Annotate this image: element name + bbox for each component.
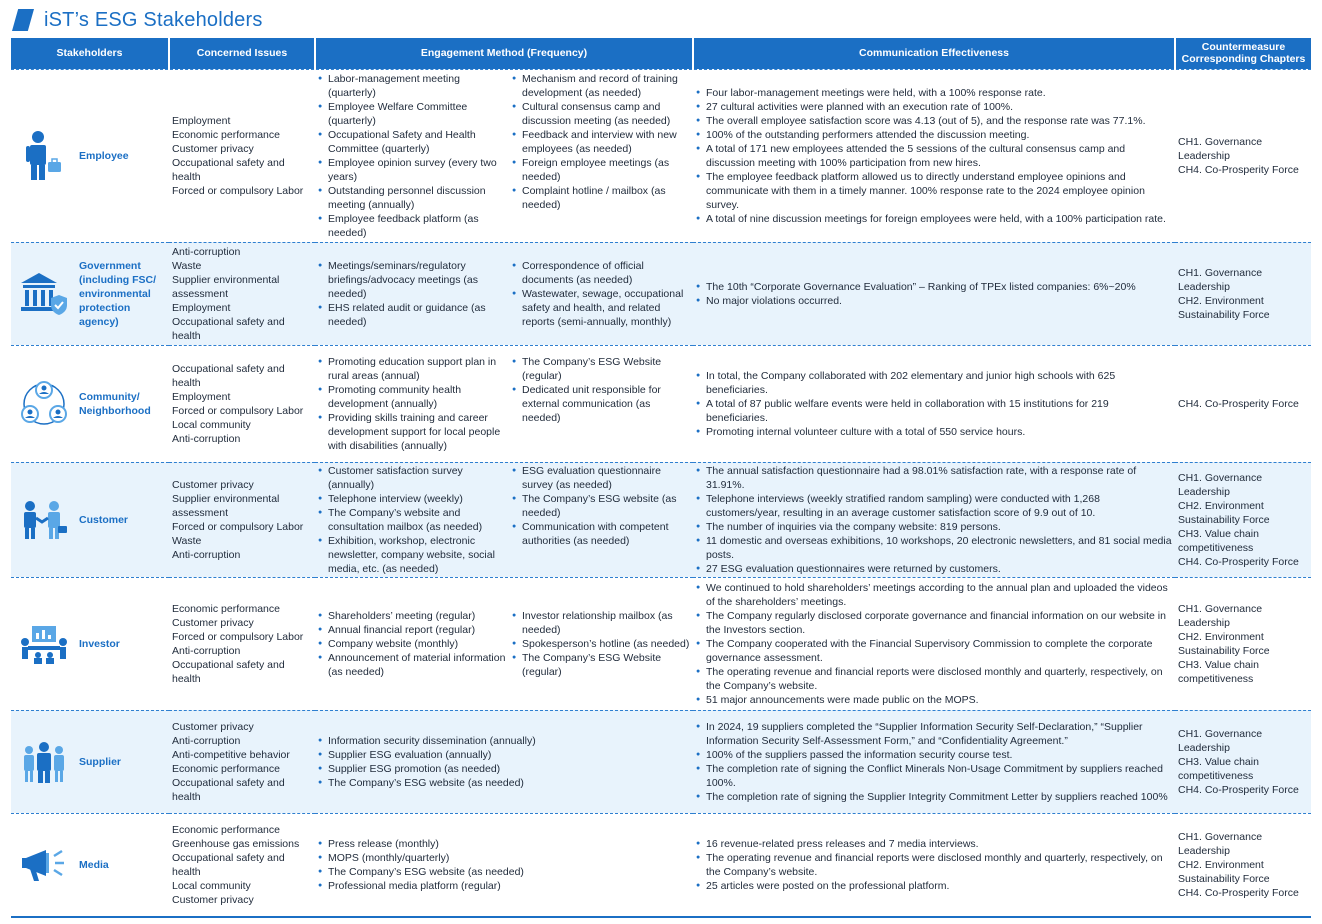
concerned-issues-cell <box>169 813 315 917</box>
chapters-cell <box>1175 242 1311 345</box>
engagement-method-item: ● Investor relationship mailbox (as needed) <box>512 609 690 637</box>
chapter-reference: CH1. Governance Leadership <box>1178 727 1263 754</box>
concerned-issues-cell <box>169 462 315 577</box>
header-engagement-method: Engagement Method (Frequency) <box>315 38 693 69</box>
engagement-method-item: ● Customer satisfaction survey (annually) <box>318 464 506 492</box>
engagement-method-item: ● Cultural consensus camp and discussion meeting (as needed) <box>512 100 690 128</box>
engagement-method-item: ● Outstanding personnel discussion meeting (annually) <box>318 184 506 212</box>
table-row <box>11 69 1311 242</box>
concerned-issue: Supplier environmental assessment <box>172 492 280 519</box>
effectiveness-item: ● The overall employee satisfaction score was 4.13 (out of 5), and the response rate was 77.1%. <box>696 114 1172 128</box>
chapter-reference: CH2. Environment Sustainability Force <box>1178 499 1270 526</box>
effectiveness-item: ● The completion rate of signing the Conflict Minerals Non-Usage Commitment by suppliers reached 100%. <box>696 762 1172 790</box>
engagement-method-item: ● MOPS (monthly/quarterly) <box>318 851 690 865</box>
chapter-reference: CH3. Value chain competitiveness <box>1178 527 1259 554</box>
chapter-reference: CH1. Governance Leadership <box>1178 830 1263 857</box>
table-row <box>11 345 1311 462</box>
chapters-cell <box>1175 462 1311 577</box>
customer-icon <box>15 493 73 547</box>
engagement-method-item: ● Meetings/seminars/regulatory briefings/advocacy meetings (as needed) <box>318 259 506 301</box>
effectiveness-item: ● 51 major announcements were made public on the MOPS. <box>696 693 1172 707</box>
engagement-method-item: ● The Company’s ESG website (as needed) <box>318 865 690 879</box>
concerned-issue: Greenhouse gas emissions <box>172 837 300 850</box>
effectiveness-item: ● 27 cultural activities were planned with an execution rate of 100%. <box>696 100 1172 114</box>
concerned-issue: Customer privacy <box>172 616 254 629</box>
concerned-issue: Customer privacy <box>172 478 254 491</box>
employee-icon <box>15 129 73 183</box>
engagement-method-item: ● Mechanism and record of training development (as needed) <box>512 72 690 100</box>
engagement-method-item: ● Telephone interview (weekly) <box>318 492 506 506</box>
chapter-reference: CH3. Value chain competitiveness <box>1178 658 1259 685</box>
stakeholder-cell <box>11 69 169 242</box>
chapters-cell <box>1175 69 1311 242</box>
concerned-issue: Anti-corruption <box>172 432 241 445</box>
communication-effectiveness-cell <box>693 577 1175 710</box>
stakeholder-cell <box>11 462 169 577</box>
stakeholder-name: Government (including FSC/ environmental protection agency) <box>79 259 156 328</box>
table-row <box>11 710 1311 813</box>
effectiveness-item: ● A total of nine discussion meetings for foreign employees were held, with a 100% participation rate. <box>696 212 1172 226</box>
community-icon <box>15 377 73 431</box>
concerned-issue: Supplier environmental assessment <box>172 273 280 300</box>
concerned-issue: Anti-corruption <box>172 548 241 561</box>
engagement-method-item: ● Dedicated unit responsible for external communication (as needed) <box>512 383 690 425</box>
stakeholder-name: Supplier <box>79 755 122 768</box>
effectiveness-item: ● In total, the Company collaborated with 202 elementary and junior high schools with 625 beneficiaries. <box>696 369 1172 397</box>
stakeholder-name: Community/ Neighborhood <box>79 390 151 417</box>
engagement-method-item: ● EHS related audit or guidance (as needed) <box>318 301 506 329</box>
concerned-issue: Employment <box>172 390 231 403</box>
chapters-cell <box>1175 577 1311 710</box>
effectiveness-item: ● No major violations occurred. <box>696 294 1172 308</box>
effectiveness-item: ● The operating revenue and financial reports were disclosed monthly and quarterly, respectively, on the Company’s website. <box>696 851 1172 879</box>
concerned-issue: Economic performance <box>172 823 280 836</box>
engagement-method-item: ● Exhibition, workshop, electronic newsletter, company website, social media, etc. (as needed) <box>318 534 506 576</box>
engagement-method-item: ● The Company’s ESG website (as needed) <box>512 492 690 520</box>
concerned-issues-cell <box>169 242 315 345</box>
chapter-reference: CH2. Environment Sustainability Force <box>1178 858 1270 885</box>
chapters-cell <box>1175 813 1311 917</box>
engagement-method-item: ● Promoting education support plan in rural areas (annual) <box>318 355 506 383</box>
concerned-issue: Employment <box>172 114 231 127</box>
stakeholder-cell <box>11 577 169 710</box>
communication-effectiveness-cell <box>693 242 1175 345</box>
concerned-issue: Occupational safety and health <box>172 658 285 685</box>
effectiveness-item: ● Four labor-management meetings were held, with a 100% response rate. <box>696 86 1172 100</box>
engagement-method-item: ● Employee feedback platform (as needed) <box>318 212 506 240</box>
engagement-method-item: ● Correspondence of official documents (as needed) <box>512 259 690 287</box>
effectiveness-item: ● In 2024, 19 suppliers completed the “Supplier Information Security Self-Declaration,” “Supplier Information Security Self-Assessment Form,” and “Confidentiality Agreement.” <box>696 720 1172 748</box>
engagement-method-item: ● Wastewater, sewage, occupational safety and health, and related reports (semi-annually, monthly) <box>512 287 690 329</box>
engagement-method-item: ● Company website (monthly) <box>318 637 506 651</box>
engagement-method-cell <box>315 462 693 577</box>
engagement-method-cell <box>315 577 693 710</box>
title-accent-mark <box>12 9 34 31</box>
concerned-issues-cell <box>169 69 315 242</box>
engagement-method-item: ● Information security dissemination (annually) <box>318 734 690 748</box>
engagement-method-item: ● Promoting community health development (annually) <box>318 383 506 411</box>
engagement-method-item: ● Supplier ESG evaluation (annually) <box>318 748 690 762</box>
stakeholder-name: Customer <box>79 513 129 526</box>
header-concerned-issues: Concerned Issues <box>169 38 315 69</box>
effectiveness-item: ● 100% of the outstanding performers attended the discussion meeting. <box>696 128 1172 142</box>
chapters-cell <box>1175 345 1311 462</box>
concerned-issue: Waste <box>172 534 202 547</box>
engagement-method-cell <box>315 242 693 345</box>
concerned-issue: Forced or compulsory Labor <box>172 630 304 643</box>
concerned-issue: Economic performance <box>172 602 280 615</box>
table-row <box>11 813 1311 917</box>
concerned-issue: Forced or compulsory Labor <box>172 184 304 197</box>
investor-icon <box>15 617 73 671</box>
engagement-method-item: ● Labor-management meeting (quarterly) <box>318 72 506 100</box>
header-stakeholders: Stakeholders <box>11 38 169 69</box>
engagement-method-item: ● The Company’s ESG website (as needed) <box>318 776 690 790</box>
engagement-method-item: ● Foreign employee meetings (as needed) <box>512 156 690 184</box>
concerned-issue: Occupational safety and health <box>172 851 285 878</box>
effectiveness-item: ● The annual satisfaction questionnaire had a 98.01% satisfaction rate, with a response rate of 31.91%. <box>696 464 1172 492</box>
chapter-reference: CH4. Co-Prosperity Force <box>1178 783 1299 796</box>
engagement-method-item: ● Professional media platform (regular) <box>318 879 690 893</box>
effectiveness-item: ● Telephone interviews (weekly stratified random sampling) were conducted with 1,268 customers/year, resulting in an average customer satisfaction score of 9.9 out of 10. <box>696 492 1172 520</box>
communication-effectiveness-cell <box>693 710 1175 813</box>
concerned-issue: Occupational safety and health <box>172 362 285 389</box>
concerned-issue: Customer privacy <box>172 142 254 155</box>
table-row <box>11 462 1311 577</box>
chapter-reference: CH4. Co-Prosperity Force <box>1178 555 1299 568</box>
effectiveness-item: ● We continued to hold shareholders’ meetings according to the annual plan and uploaded the videos of the shareholders’ meetings. <box>696 581 1172 609</box>
engagement-method-item: ● The Company’s ESG Website (regular) <box>512 651 690 679</box>
engagement-method-cell <box>315 813 693 917</box>
engagement-method-item: ● Feedback and interview with new employees (as needed) <box>512 128 690 156</box>
stakeholder-cell <box>11 813 169 917</box>
chapter-reference: CH2. Environment Sustainability Force <box>1178 294 1270 321</box>
concerned-issue: Anti-competitive behavior <box>172 748 290 761</box>
concerned-issue: Occupational safety and health <box>172 776 285 803</box>
concerned-issue: Economic performance <box>172 128 280 141</box>
engagement-method-item: ● Annual financial report (regular) <box>318 623 506 637</box>
concerned-issue: Anti-corruption <box>172 245 241 258</box>
communication-effectiveness-cell <box>693 462 1175 577</box>
header-countermeasure-chapters: Countermeasure Corresponding Chapters <box>1175 38 1311 69</box>
effectiveness-item: ● 100% of the suppliers passed the information security course test. <box>696 748 1172 762</box>
stakeholder-cell <box>11 242 169 345</box>
effectiveness-item: ● The 10th “Corporate Governance Evaluation” – Ranking of TPEx listed companies: 6%~20% <box>696 280 1172 294</box>
effectiveness-item: ● A total of 171 new employees attended the 5 sessions of the cultural consensus camp and discussion meeting with 100% participation from new hires. <box>696 142 1172 170</box>
engagement-method-item: ● Shareholders’ meeting (regular) <box>318 609 506 623</box>
engagement-method-cell <box>315 710 693 813</box>
effectiveness-item: ● The number of inquiries via the company website: 819 persons. <box>696 520 1172 534</box>
table-header-row <box>11 38 1311 69</box>
concerned-issue: Economic performance <box>172 762 280 775</box>
concerned-issue: Customer privacy <box>172 720 254 733</box>
stakeholder-cell <box>11 710 169 813</box>
effectiveness-item: ● The completion rate of signing the Supplier Integrity Commitment Letter by suppliers reached 100% <box>696 790 1172 804</box>
chapter-reference: CH4. Co-Prosperity Force <box>1178 397 1299 410</box>
engagement-method-item: ● Occupational Safety and Health Committee (quarterly) <box>318 128 506 156</box>
page-title: iST’s ESG Stakeholders <box>44 8 263 31</box>
engagement-method-item: ● Spokesperson’s hotline (as needed) <box>512 637 690 651</box>
chapter-reference: CH1. Governance Leadership <box>1178 266 1263 293</box>
concerned-issue: Anti-corruption <box>172 644 241 657</box>
chapter-reference: CH1. Governance Leadership <box>1178 135 1263 162</box>
concerned-issue: Customer privacy <box>172 893 254 906</box>
concerned-issues-cell <box>169 345 315 462</box>
chapter-reference: CH2. Environment Sustainability Force <box>1178 630 1270 657</box>
effectiveness-item: ● 11 domestic and overseas exhibitions, 10 workshops, 20 electronic newsletters, and 81 social media posts. <box>696 534 1172 562</box>
concerned-issue: Waste <box>172 259 202 272</box>
effectiveness-item: ● 25 articles were posted on the professional platform. <box>696 879 1172 893</box>
government-icon <box>15 267 73 321</box>
concerned-issue: Occupational safety and health <box>172 156 285 183</box>
stakeholders-table <box>11 38 1311 918</box>
stakeholder-name: Media <box>79 858 109 871</box>
engagement-method-item: ● Communication with competent authorities (as needed) <box>512 520 690 548</box>
chapter-reference: CH4. Co-Prosperity Force <box>1178 886 1299 899</box>
effectiveness-item: ● A total of 87 public welfare events were held in collaboration with 15 institutions for 219 beneficiaries. <box>696 397 1172 425</box>
effectiveness-item: ● The Company regularly disclosed corporate governance and financial information on our website in the Investors section. <box>696 609 1172 637</box>
engagement-method-item: ● Employee opinion survey (every two years) <box>318 156 506 184</box>
concerned-issues-cell <box>169 710 315 813</box>
supplier-icon <box>15 735 73 789</box>
engagement-method-item: ● Providing skills training and career development support for local people with disabilities (annually) <box>318 411 506 453</box>
engagement-method-item: ● Press release (monthly) <box>318 837 690 851</box>
effectiveness-item: ● The Company cooperated with the Financial Supervisory Commission to complete the corporate governance assessment. <box>696 637 1172 665</box>
table-row <box>11 242 1311 345</box>
effectiveness-item: ● 16 revenue-related press releases and 7 media interviews. <box>696 837 1172 851</box>
effectiveness-item: ● Promoting internal volunteer culture with a total of 550 service hours. <box>696 425 1172 439</box>
concerned-issue: Employment <box>172 301 231 314</box>
engagement-method-item: ● Employee Welfare Committee (quarterly) <box>318 100 506 128</box>
communication-effectiveness-cell <box>693 813 1175 917</box>
effectiveness-item: ● 27 ESG evaluation questionnaires were returned by customers. <box>696 562 1172 576</box>
engagement-method-item: ● Complaint hotline / mailbox (as needed) <box>512 184 690 212</box>
header-communication-effectiveness: Communication Effectiveness <box>693 38 1175 69</box>
concerned-issue: Anti-corruption <box>172 734 241 747</box>
engagement-method-item: ● Supplier ESG promotion (as needed) <box>318 762 690 776</box>
concerned-issues-cell <box>169 577 315 710</box>
engagement-method-cell <box>315 69 693 242</box>
effectiveness-item: ● The operating revenue and financial reports were disclosed monthly and quarterly, respectively, on the Company’s website. <box>696 665 1172 693</box>
engagement-method-item: ● ESG evaluation questionnaire survey (as needed) <box>512 464 690 492</box>
chapter-reference: CH1. Governance Leadership <box>1178 602 1263 629</box>
engagement-method-cell <box>315 345 693 462</box>
concerned-issue: Forced or compulsory Labor <box>172 520 304 533</box>
stakeholder-name: Employee <box>79 149 129 162</box>
engagement-method-item: ● The Company’s website and consultation mailbox (as needed) <box>318 506 506 534</box>
table-row <box>11 577 1311 710</box>
communication-effectiveness-cell <box>693 345 1175 462</box>
stakeholder-name: Investor <box>79 637 120 650</box>
communication-effectiveness-cell <box>693 69 1175 242</box>
chapter-reference: CH4. Co-Prosperity Force <box>1178 163 1299 176</box>
chapter-reference: CH1. Governance Leadership <box>1178 471 1263 498</box>
chapter-reference: CH3. Value chain competitiveness <box>1178 755 1259 782</box>
concerned-issue: Forced or compulsory Labor <box>172 404 304 417</box>
concerned-issue: Local community <box>172 879 251 892</box>
stakeholder-cell <box>11 345 169 462</box>
engagement-method-item: ● Announcement of material information (as needed) <box>318 651 506 679</box>
megaphone-icon <box>15 838 73 892</box>
concerned-issue: Occupational safety and health <box>172 315 285 342</box>
concerned-issue: Local community <box>172 418 251 431</box>
chapters-cell <box>1175 710 1311 813</box>
page-title-bar <box>12 5 263 35</box>
engagement-method-item: ● The Company’s ESG Website (regular) <box>512 355 690 383</box>
effectiveness-item: ● The employee feedback platform allowed us to directly understand employee opinions and communicate with them in a timely manner. 100% response rate to the 2024 employee opinion survey. <box>696 170 1172 212</box>
